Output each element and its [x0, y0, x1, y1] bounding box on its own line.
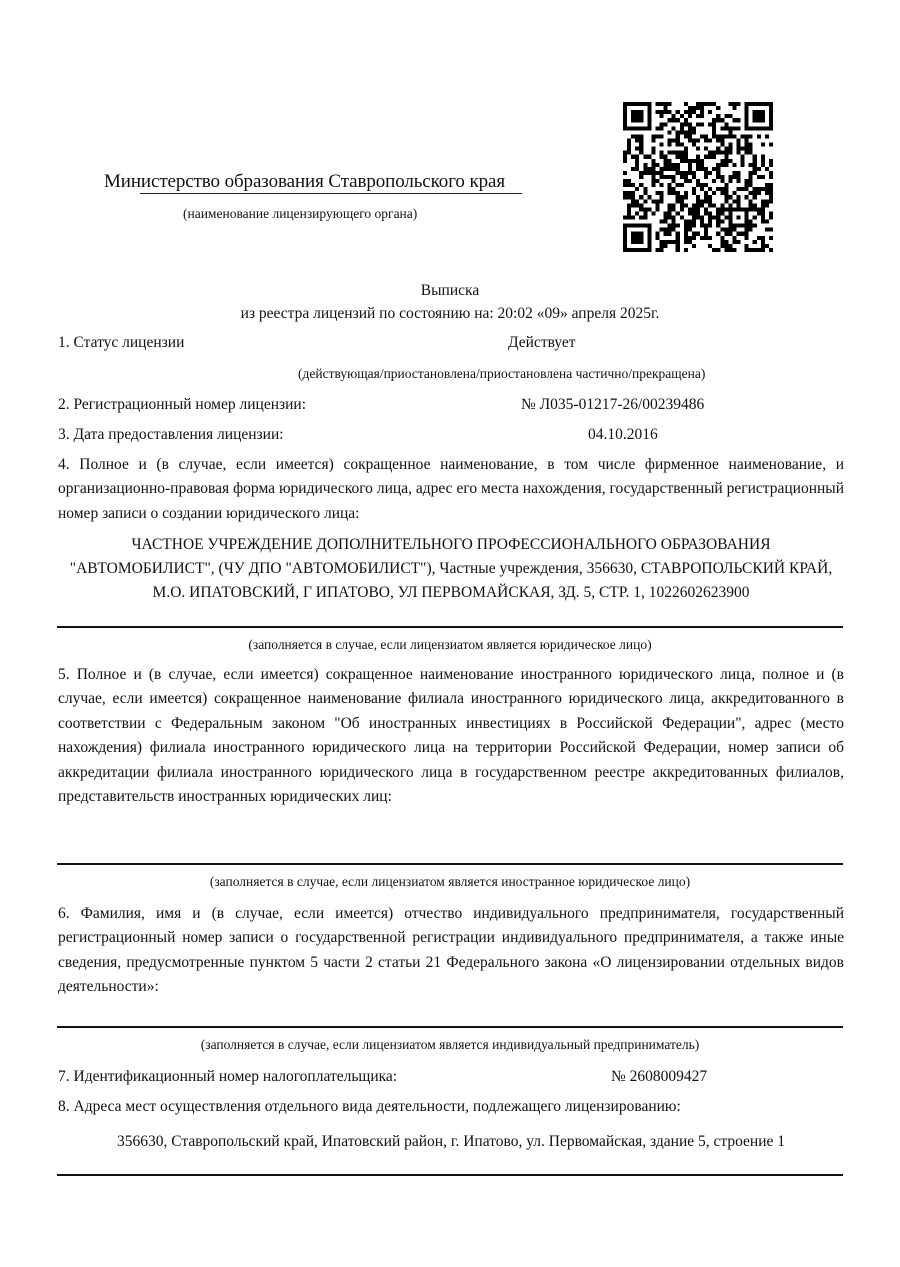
document-title: Выписка: [420, 282, 480, 299]
activity-addresses-rule: [57, 1174, 843, 1176]
foreign-entity-rule: [57, 863, 843, 865]
issue-date-value: 04.10.2016: [588, 426, 658, 443]
legal-entity-value: ЧАСТНОЕ УЧРЕЖДЕНИЕ ДОПОЛНИТЕЛЬНОГО ПРОФЕССИОНАЛЬНОГО ОБРАЗОВАНИЯ "АВТОМОБИЛИСТ", (ЧУ ДПО "АВТОМОБИЛИСТ"), Частные учреждения, 356630, СТАВРОПОЛЬСКИЙ КРАЙ, М.О. ИПАТОВСКИЙ, Г ИПАТОВО, УЛ ПЕРВОМАЙСКАЯ, ЗД. 5, СТР. 1, 1022602623900: [69, 536, 833, 602]
registration-number-label: 2. Регистрационный номер лицензии:: [58, 396, 307, 413]
activity-addresses-label: 8. Адреса мест осуществления отдельного вида деятельности, подлежащего лицензированию:: [58, 1098, 681, 1115]
individual-entrepreneur-hint: (заполняется в случае, если лицензиатом является индивидуальный предприниматель): [200, 1037, 700, 1052]
document-subtitle: из реестра лицензий по состоянию на: 20:02 «09» апреля 2025г.: [240, 305, 660, 322]
issue-date-label: 3. Дата предоставления лицензии:: [58, 426, 284, 443]
status-hint: (действующая/приостановлена/приостановлена частично/прекращена): [298, 366, 706, 381]
qr-code-icon: [623, 102, 773, 252]
status-label: 1. Статус лицензии: [58, 334, 185, 351]
individual-entrepreneur-rule: [57, 1026, 843, 1028]
legal-entity-label: 4. Полное и (в случае, если имеется) сокращенное наименование, в том числе фирменное наименование, и организационно-правовая форма юридического лица, адрес его места нахождения, государственный регистрационный номер записи о создании юридического лица:: [58, 456, 844, 522]
licensing-authority-caption: (наименование лицензирующего органа): [183, 206, 418, 221]
registration-number-value: № Л035-01217-26/00239486: [521, 396, 705, 413]
activity-addresses-value: 356630, Ставропольский край, Ипатовский район, г. Ипатово, ул. Первомайская, здание 5, строение 1: [116, 1133, 786, 1150]
individual-entrepreneur-label: 6. Фамилия, имя и (в случае, если имеется) отчество индивидуального предпринимателя, государственный регистрационный номер записи о государственной регистрации индивидуального предпринимателя, а также иные сведения, предусмотренные пунктом 5 части 2 статьи 21 Федерального закона «О лицензировании отдельных видов деятельности»:: [58, 905, 844, 996]
status-value: Действует: [508, 334, 576, 351]
foreign-entity-hint: (заполняется в случае, если лицензиатом является иностранное юридическое лицо): [209, 874, 691, 889]
licensing-authority-underline: [140, 193, 522, 194]
taxpayer-id-value: № 2608009427: [611, 1068, 708, 1085]
legal-entity-rule: [57, 626, 843, 628]
licensing-authority-name: Министерство образования Ставропольского края: [104, 171, 505, 192]
legal-entity-hint: (заполняется в случае, если лицензиатом является юридическое лицо): [248, 637, 652, 652]
taxpayer-id-label: 7. Идентификационный номер налогоплательщика:: [58, 1068, 398, 1085]
foreign-entity-label: 5. Полное и (в случае, если имеется) сокращенное наименование иностранного юридического лица, полное и (в случае, если имеется) сокращенное наименование филиала иностранного юридического лица, аккредитованного в соответствии с Федеральным законом "Об иностранных инвестициях в Российской Федерации", адрес (место нахождения) филиала иностранного юридического лица на территории Российской Федерации, номер записи об аккредитации филиала иностранного юридического лица в государственном реестре аккредитованных филиалов, представительств иностранных юридических лиц:: [58, 666, 844, 806]
